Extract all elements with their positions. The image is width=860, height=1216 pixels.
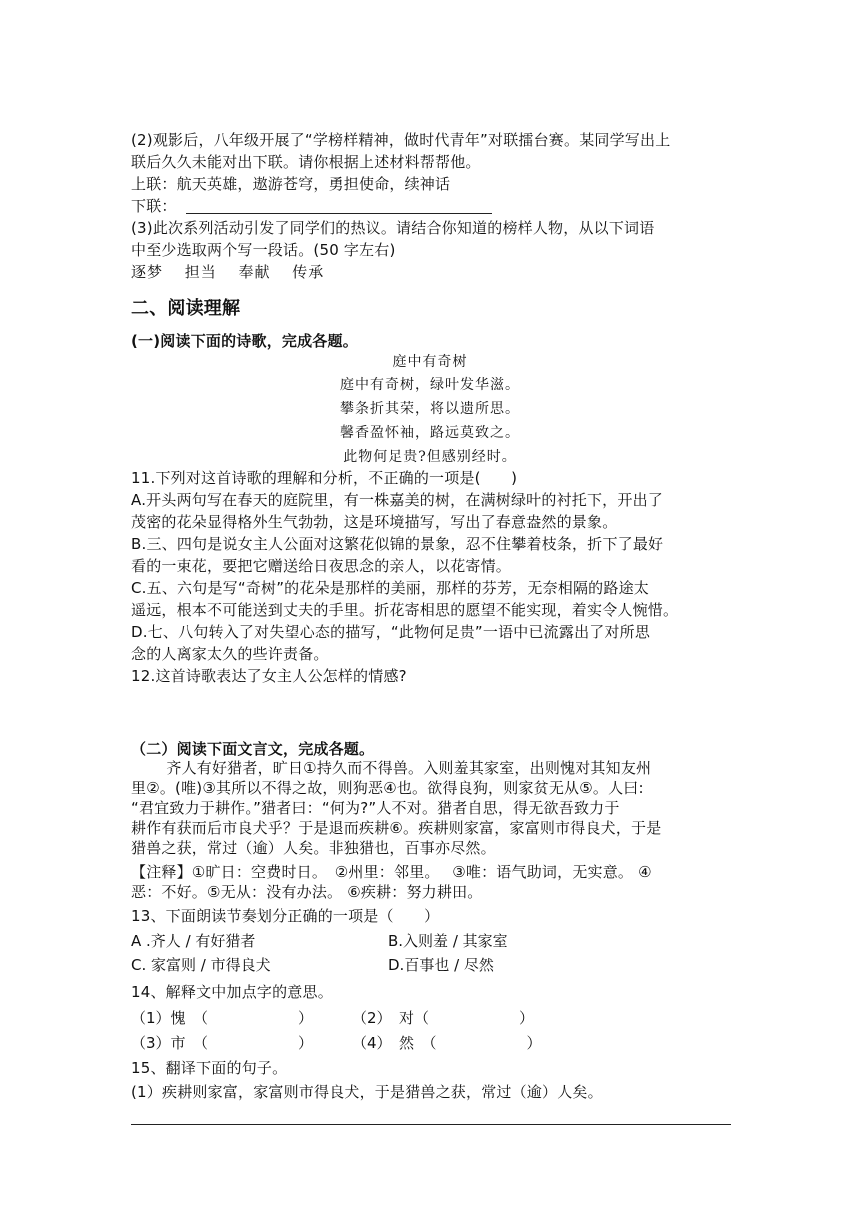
q2-text-line2: 联后久久未能对出下联。请你根据上述材料帮帮他。 <box>131 153 481 171</box>
q11-option-b-line2: 看的一束花，要把它赠送给日夜思念的亲人，以花寄情。 <box>131 557 512 575</box>
q11-option-d-line1: D.七、八句转入了对失望心态的描写，“此物何足贵”一语中已流露出了对所思 <box>131 623 651 641</box>
poem-title: 庭中有奇树 <box>392 354 468 370</box>
prose-line-2: 里②。(唯)③其所以不得之故，则狗恶④也。欲得良狗，则家贫无从⑤。人曰: <box>131 779 644 797</box>
q11-option-c-line2: 遥远，根本不可能送到丈夫的手里。折花寄相思的愿望不能实现，着实令人惋惜。 <box>131 601 679 619</box>
q2-text-line1: (2)观影后，八年级开展了“学榜样精神，做时代青年”对联擂台赛。某同学写出上 <box>131 131 671 149</box>
q15-answer-line[interactable] <box>131 1124 731 1125</box>
upper-couplet: 上联：航天英雄，遨游苍穹，勇担使命，续神话 <box>131 175 451 193</box>
q15-stem: 15、翻译下面的句子。 <box>131 1059 288 1077</box>
poem-intro: (一)阅读下面的诗歌，完成各题。 <box>131 332 358 350</box>
prose-line-1: 齐人有好猎者，旷日①持久而不得兽。入则羞其家室，出则愧对其知友州 <box>131 759 652 777</box>
q11-stem: 11.下列对这首诗歌的理解和分析，不正确的一项是( ) <box>131 469 518 487</box>
lower-couplet-label: 下联： <box>131 197 177 215</box>
q14-item-4[interactable]: （4） 然 （ ） <box>352 1034 542 1052</box>
q12-stem: 12.这首诗歌表达了女主人公怎样的情感? <box>131 667 407 685</box>
q11-option-c-line1: C.五、六句是写“奇树”的花朵是那样的美丽，那样的芬芳，无奈相隔的路途太 <box>131 579 649 597</box>
q15-sentence-1: (1）疾耕则家富，家富则市得良犬，于是猎兽之获，常过（逾）人矣。 <box>131 1083 603 1101</box>
notes-line-1: 【注释】①旷日：空费时日。 ②州里：邻里。 ③唯：语气助词，无实意。 ④ <box>131 863 652 881</box>
q11-option-b-line1: B.三、四句是说女主人公面对这繁花似锦的景象，忍不住攀着枝条，折下了最好 <box>131 535 664 553</box>
poem-line-3: 馨香盈怀袖，路远莫致之。 <box>340 425 520 441</box>
poem-line-2: 攀条折其荣，将以遗所思。 <box>340 401 520 417</box>
prose-line-4: 耕作有获而后市良犬乎？于是退而疾耕⑥。疾耕则家富，家富则市得良犬，于是 <box>131 819 662 837</box>
prose-line-5: 猎兽之获，常过（逾）人矣。非独猎也，百事亦尽然。 <box>131 839 496 857</box>
q11-option-a-line2: 茂密的花朵显得格外生气勃勃，这是环境描写，写出了春意盎然的景象。 <box>131 513 618 531</box>
poem-line-4: 此物何足贵?但感别经时。 <box>343 449 517 465</box>
q14-stem: 14、解释文中加点字的意思。 <box>131 983 333 1001</box>
prose-intro: （二）阅读下面文言文，完成各题。 <box>131 740 375 758</box>
q11-option-a-line1: A.开头两句写在春天的庭院里，有一株嘉美的树，在满树绿叶的衬托下，开出了 <box>131 491 663 509</box>
lower-couplet-answer-line[interactable] <box>186 213 492 214</box>
q3-text-line2: 中至少选取两个写一段话。(50 字左右) <box>131 241 396 259</box>
word-choices: 逐梦 担当 奉献 传承 <box>131 263 325 281</box>
section-title: 二、阅读理解 <box>131 298 241 319</box>
q13-stem: 13、下面朗读节奏划分正确的一项是（ ） <box>131 907 440 925</box>
q13-option-d[interactable]: D.百事也 / 尽然 <box>388 956 494 974</box>
q11-option-d-line2: 念的人离家太久的些许责备。 <box>131 645 329 663</box>
q14-item-1[interactable]: （1）愧 （ ） <box>131 1009 314 1027</box>
q13-option-b[interactable]: B.入则羞 / 其家室 <box>388 932 508 950</box>
q14-item-2[interactable]: （2） 对（ ） <box>352 1009 535 1027</box>
prose-line-3: “君宜致力于耕作。”猎者曰：“何为?”人不对。猎者自思，得无欲吾致力于 <box>131 799 620 817</box>
q13-option-a[interactable]: A .齐人 / 有好猎者 <box>131 932 256 950</box>
poem-line-1: 庭中有奇树，绿叶发华滋。 <box>340 377 520 393</box>
notes-line-2: 恶：不好。⑤无从：没有办法。 ⑥疾耕：努力耕田。 <box>131 883 483 901</box>
q13-option-c[interactable]: C. 家富则 / 市得良犬 <box>131 956 271 974</box>
q14-item-3[interactable]: （3）市 （ ） <box>131 1034 314 1052</box>
q3-text-line1: (3)此次系列活动引发了同学们的热议。请结合你知道的榜样人物，从以下词语 <box>131 219 655 237</box>
